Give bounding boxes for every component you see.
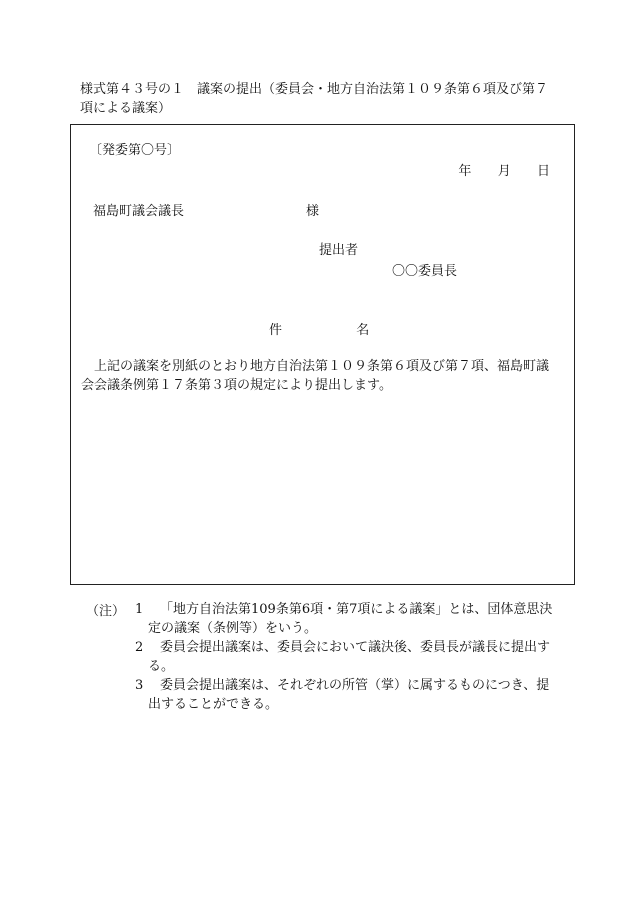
- submitter-label: 提出者: [319, 243, 359, 258]
- date-line: [458, 160, 550, 179]
- honorific: 様: [306, 204, 320, 219]
- note-number: 1: [135, 602, 144, 617]
- date-day-label: 日: [536, 164, 550, 179]
- date-year-label: 年: [458, 164, 472, 179]
- note-number: 2: [135, 640, 144, 655]
- note-text: 委員会提出議案は、それぞれの所管（掌）に属するものにつき、提出することができる。: [148, 678, 550, 712]
- addressee: 福島町議会議長: [93, 204, 185, 219]
- note-item: [135, 676, 555, 714]
- notes-label: （注）: [86, 604, 126, 619]
- subject-heading: [269, 319, 369, 338]
- date-month-label: 月: [497, 164, 511, 179]
- note-item: [135, 638, 555, 676]
- submission-form: [70, 124, 575, 585]
- subject-char-1: 件: [269, 323, 283, 338]
- form-title: 様式第４３号の１ 議案の提出（委員会・地方自治法第１０９条第６項及び第７項による議案）: [80, 82, 549, 116]
- body-text: 上記の議案を別紙のとおり地方自治法第１０９条第６項及び第７項、福島町議会会議条例第１７条第３項の規定により提出します。: [81, 359, 550, 393]
- submitter-name: 〇〇委員長: [392, 264, 458, 279]
- note-text: 委員会提出議案は、委員会において議決後、委員長が議長に提出する。: [148, 640, 551, 674]
- note-text: 「地方自治法第109条第6項・第7項による議案」とは、団体意思決定の議案（条例等）をいう。: [148, 602, 553, 636]
- document-number: 〔発委第〇号〕: [89, 143, 181, 158]
- subject-char-2: 名: [356, 323, 370, 338]
- note-number: 3: [135, 678, 144, 693]
- note-item: [135, 600, 555, 638]
